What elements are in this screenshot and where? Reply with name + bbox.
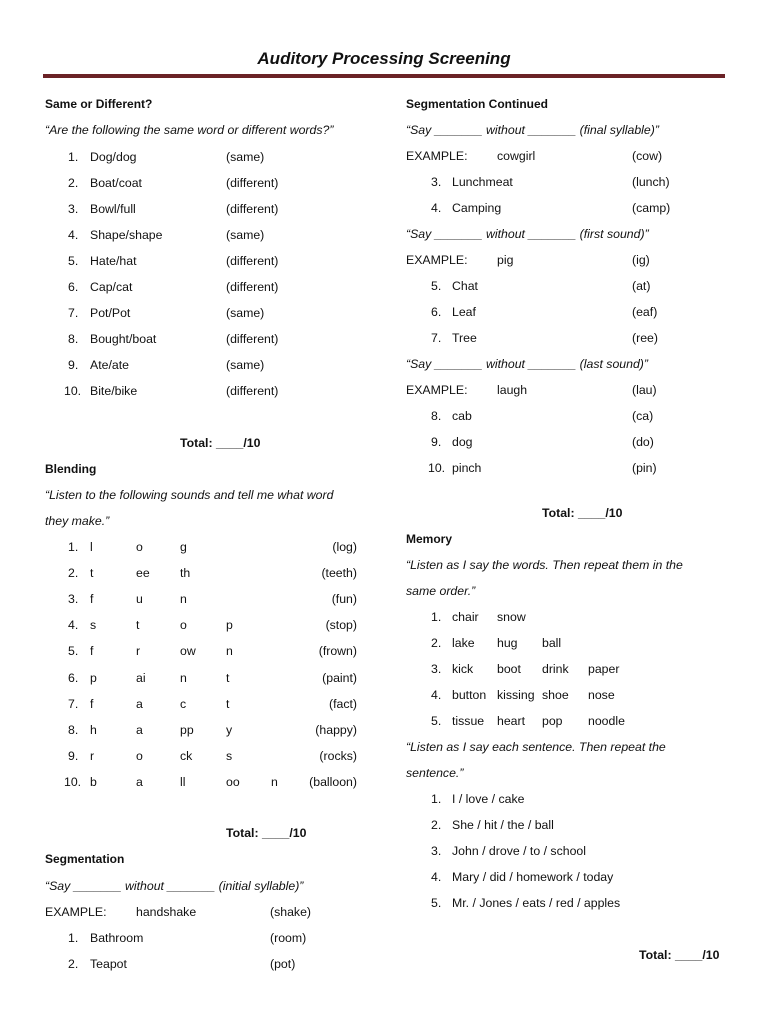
- total-score: Total: ____/10: [542, 506, 623, 520]
- item-number: 3.: [431, 175, 442, 189]
- sound-unit: h: [90, 722, 97, 737]
- sound-unit: c: [180, 696, 187, 711]
- item-number: 10.: [64, 774, 82, 789]
- memory-prompt: sentence.”: [406, 766, 464, 780]
- answer: (different): [226, 176, 279, 190]
- memory-word: boot: [497, 662, 521, 676]
- answer: (room): [270, 931, 307, 945]
- word: Leaf: [452, 305, 476, 319]
- answer: (eaf): [632, 305, 658, 319]
- memory-prompt: “Listen as I say the words. Then repeat them in the: [406, 558, 683, 572]
- answer: (same): [226, 358, 265, 372]
- item-number: 4.: [68, 618, 79, 633]
- sentence: Mary / did / homework / today: [452, 870, 614, 884]
- word-pair: Bite/bike: [90, 384, 138, 398]
- item-number: 5.: [431, 896, 442, 910]
- item-number: 9.: [431, 435, 442, 449]
- word: Camping: [452, 201, 502, 215]
- word-pair: Pot/Pot: [90, 306, 131, 320]
- word-pair: Dog/dog: [90, 150, 137, 164]
- word: Lunchmeat: [452, 175, 513, 189]
- word-pair: Cap/cat: [90, 280, 133, 294]
- sound-unit: f: [90, 644, 94, 659]
- item-number: 4.: [431, 201, 442, 215]
- sound-unit: s: [226, 748, 233, 763]
- sound-unit: r: [90, 748, 95, 763]
- total-score: Total: ____/10: [226, 826, 307, 840]
- item-number: 4.: [431, 688, 442, 702]
- item-number: 2.: [68, 957, 79, 971]
- sound-unit: u: [136, 592, 143, 607]
- blending-prompt: “Listen to the following sounds and tell me what word: [45, 488, 334, 502]
- blending-prompt: they make.”: [45, 514, 110, 528]
- item-number: 6.: [431, 305, 442, 319]
- memory-word: kissing: [497, 688, 535, 702]
- word-pair: Shape/shape: [90, 228, 163, 242]
- answer: (rocks): [319, 748, 357, 763]
- item-number: 10.: [428, 461, 446, 475]
- answer: (different): [226, 332, 279, 346]
- word: cab: [452, 409, 472, 423]
- example-label: EXAMPLE:: [406, 149, 468, 163]
- item-number: 1.: [68, 150, 79, 164]
- item-number: 1.: [68, 931, 79, 945]
- item-number: 10.: [64, 384, 82, 398]
- answer: (same): [226, 150, 265, 164]
- section-heading-same-or-different: Same or Different?: [45, 97, 153, 111]
- sound-unit: s: [90, 618, 97, 633]
- answer: (do): [632, 435, 654, 449]
- memory-word: hug: [497, 636, 518, 650]
- example-word: cowgirl: [497, 149, 536, 163]
- word-pair: Bowl/full: [90, 202, 136, 216]
- word: Teapot: [90, 957, 127, 971]
- total-score: Total: ____/10: [180, 436, 261, 450]
- answer: (fun): [331, 592, 357, 607]
- item-number: 4.: [431, 870, 442, 884]
- example-answer: (cow): [632, 149, 663, 163]
- memory-word: kick: [452, 662, 474, 676]
- sound-unit: ll: [180, 774, 186, 789]
- title-divider: [43, 74, 725, 78]
- memory-word: shoe: [542, 688, 569, 702]
- memory-word: chair: [452, 610, 479, 624]
- item-number: 2.: [431, 818, 442, 832]
- answer: (stop): [325, 618, 357, 633]
- item-number: 2.: [68, 176, 79, 190]
- answer: (balloon): [309, 774, 357, 789]
- item-number: 8.: [431, 409, 442, 423]
- item-number: 6.: [68, 670, 79, 685]
- memory-word: drink: [542, 662, 569, 676]
- item-number: 7.: [68, 696, 79, 711]
- section-heading-blending: Blending: [45, 462, 97, 476]
- memory-word: nose: [588, 688, 615, 702]
- item-number: 2.: [431, 636, 442, 650]
- sound-unit: r: [136, 644, 141, 659]
- sound-unit: a: [136, 774, 143, 789]
- sentence: Mr. / Jones / eats / red / apples: [452, 896, 621, 910]
- sound-unit: a: [136, 696, 143, 711]
- answer: (pin): [632, 461, 657, 475]
- word-pair: Hate/hat: [90, 254, 137, 268]
- memory-prompt: “Listen as I say each sentence. Then repeat the: [406, 740, 666, 754]
- sound-unit: y: [226, 722, 233, 737]
- answer: (same): [226, 306, 265, 320]
- total-score: Total: ____/10: [639, 948, 720, 962]
- answer: (different): [226, 254, 279, 268]
- sound-unit: o: [136, 540, 143, 554]
- word-pair: Bought/boat: [90, 332, 157, 346]
- memory-word: noodle: [588, 714, 625, 728]
- word: pinch: [452, 461, 482, 475]
- answer: (fact): [328, 696, 357, 711]
- sound-unit: t: [226, 670, 230, 685]
- sound-unit: p: [90, 670, 97, 685]
- item-number: 3.: [68, 202, 79, 216]
- section-heading-segmentation-continued: Segmentation Continued: [406, 97, 548, 111]
- item-number: 3.: [431, 844, 442, 858]
- item-number: 5.: [68, 254, 79, 268]
- answer: (ree): [632, 331, 658, 345]
- memory-prompt: same order.”: [406, 584, 476, 598]
- sound-unit: n: [180, 670, 187, 685]
- sound-unit: b: [90, 774, 97, 789]
- answer: (same): [226, 228, 265, 242]
- answer: (different): [226, 280, 279, 294]
- memory-word: ball: [542, 636, 562, 650]
- answer: (log): [332, 540, 357, 554]
- item-number: 6.: [68, 280, 79, 294]
- sound-unit: n: [271, 774, 278, 789]
- answer: (teeth): [321, 566, 357, 581]
- sound-unit: o: [136, 748, 143, 763]
- section-heading-segmentation: Segmentation: [45, 852, 125, 866]
- example-label: EXAMPLE:: [406, 253, 468, 267]
- segmentation-prompt: “Say _______ without _______ (last sound)”: [406, 357, 648, 371]
- word: Tree: [452, 331, 477, 345]
- sound-unit: n: [226, 644, 233, 659]
- item-number: 8.: [68, 332, 79, 346]
- item-number: 2.: [68, 566, 79, 581]
- sound-unit: ee: [136, 566, 150, 581]
- sentence: John / drove / to / school: [452, 844, 586, 858]
- answer: (pot): [270, 957, 296, 971]
- sound-unit: t: [90, 566, 94, 581]
- answer: (at): [632, 279, 651, 293]
- section-heading-memory: Memory: [406, 532, 453, 546]
- word-pair: Boat/coat: [90, 176, 142, 190]
- same-different-prompt: “Are the following the same word or different words?”: [45, 123, 334, 137]
- item-number: 5.: [431, 279, 442, 293]
- word-pair: Ate/ate: [90, 358, 129, 372]
- segmentation-prompt: “Say _______ without _______ (initial syllable)”: [45, 879, 304, 893]
- answer: (lunch): [632, 175, 670, 189]
- example-answer: (lau): [632, 383, 657, 397]
- sentence: She / hit / the / ball: [452, 818, 554, 832]
- example-word: handshake: [136, 905, 197, 919]
- item-number: 9.: [68, 358, 79, 372]
- memory-word: heart: [497, 714, 526, 728]
- sound-unit: g: [180, 540, 187, 554]
- item-number: 9.: [68, 748, 79, 763]
- segmentation-prompt: “Say _______ without _______ (final syllable)”: [406, 123, 659, 137]
- sound-unit: ck: [180, 748, 193, 763]
- sound-unit: ow: [180, 644, 196, 659]
- memory-word: paper: [588, 662, 620, 676]
- memory-word: lake: [452, 636, 475, 650]
- item-number: 4.: [68, 228, 79, 242]
- sound-unit: f: [90, 696, 94, 711]
- answer: (paint): [322, 670, 357, 685]
- sound-unit: t: [226, 696, 230, 711]
- item-number: 5.: [68, 644, 79, 659]
- example-word: pig: [497, 253, 514, 267]
- page-title: Auditory Processing Screening: [257, 49, 511, 68]
- memory-word: snow: [497, 610, 526, 624]
- sound-unit: th: [180, 566, 191, 581]
- sound-unit: a: [136, 722, 143, 737]
- item-number: 3.: [68, 592, 79, 607]
- answer: (camp): [632, 201, 671, 215]
- example-answer: (shake): [270, 905, 312, 919]
- item-number: 3.: [431, 662, 442, 676]
- sound-unit: t: [136, 618, 140, 633]
- memory-word: button: [452, 688, 487, 702]
- sentence: I / love / cake: [452, 792, 525, 806]
- answer: (happy): [315, 722, 357, 737]
- sound-unit: oo: [226, 774, 240, 789]
- word: dog: [452, 435, 473, 449]
- sound-unit: o: [180, 618, 187, 633]
- item-number: 7.: [68, 306, 79, 320]
- word: Chat: [452, 279, 478, 293]
- item-number: 5.: [431, 714, 442, 728]
- example-label: EXAMPLE:: [406, 383, 468, 397]
- item-number: 1.: [68, 540, 79, 554]
- answer: (frown): [318, 644, 357, 659]
- example-word: laugh: [497, 383, 528, 397]
- item-number: 1.: [431, 792, 442, 806]
- sound-unit: pp: [180, 722, 194, 737]
- word: Bathroom: [90, 931, 144, 945]
- sound-unit: l: [90, 540, 93, 554]
- answer: (different): [226, 384, 279, 398]
- segmentation-prompt: “Say _______ without _______ (first sound)”: [406, 227, 649, 241]
- sound-unit: p: [226, 618, 233, 633]
- sound-unit: n: [180, 592, 187, 607]
- example-label: EXAMPLE:: [45, 905, 107, 919]
- answer: (ca): [632, 409, 654, 423]
- item-number: 1.: [431, 610, 442, 624]
- item-number: 8.: [68, 722, 79, 737]
- memory-word: tissue: [452, 714, 485, 728]
- memory-word: pop: [542, 714, 563, 728]
- item-number: 7.: [431, 331, 442, 345]
- sound-unit: ai: [136, 670, 146, 685]
- answer: (different): [226, 202, 279, 216]
- example-answer: (ig): [632, 253, 650, 267]
- sound-unit: f: [90, 592, 94, 607]
